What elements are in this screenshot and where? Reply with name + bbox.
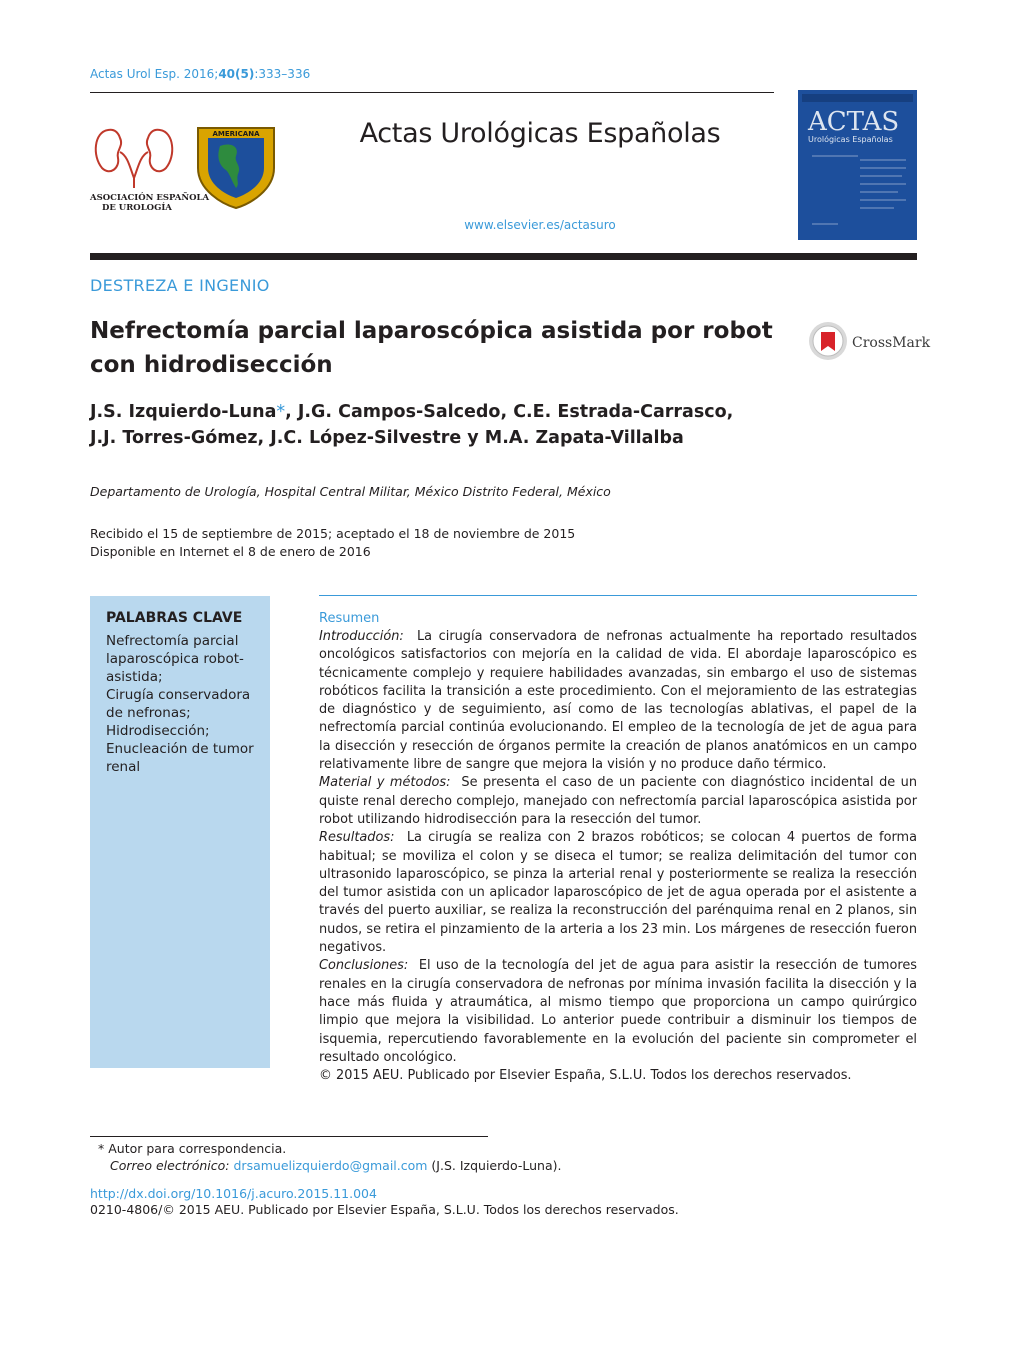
keyword: Enucleación de tumor renal bbox=[106, 741, 254, 775]
aeu-logo-text-2: DE UROLOGÍA bbox=[102, 203, 172, 213]
aeu-logo bbox=[90, 116, 210, 214]
author-first[interactable]: J.S. Izquierdo-Luna bbox=[90, 402, 277, 422]
cau-logo-text: AMERICANA bbox=[212, 130, 260, 138]
journal-cover-image bbox=[798, 90, 917, 240]
affiliation: Departamento de Urología, Hospital Central Militar, México Distrito Federal, México bbox=[90, 484, 611, 499]
abstract-rule bbox=[319, 595, 917, 596]
cover-title: ACTAS bbox=[808, 107, 900, 137]
cover-subtitle: Urológicas Españolas bbox=[808, 135, 893, 144]
received-date: Recibido el 15 de septiembre de 2015; aceptado el 18 de noviembre de 2015 bbox=[90, 526, 576, 541]
kidney-icon bbox=[96, 130, 173, 188]
journal-title: Actas Urológicas Españolas bbox=[359, 118, 721, 149]
keyword: Hidrodisección; bbox=[106, 723, 210, 739]
aeu-logo-text-1: ASOCIACIÓN ESPAÑOLA bbox=[90, 193, 210, 203]
abstract-copyright: © 2015 AEU. Publicado por Elsevier España, S.L.U. Todos los derechos reservados. bbox=[319, 1068, 852, 1084]
available-date: Disponible en Internet el 8 de enero de 2016 bbox=[90, 544, 371, 559]
abstract-body bbox=[319, 628, 917, 1085]
journal-citation: Actas Urol Esp. 2016;40(5):333–336 bbox=[90, 67, 311, 81]
keyword: Nefrectomía parcial laparoscópica robot-asistida; bbox=[106, 633, 244, 685]
abstract-results: Resultados: La cirugía se realiza con 2 brazos robóticos; se colocan 4 puertos de forma habitual; se moviliza el colon y se diseca el tumor; se realiza delimitación del tumor con ultrasonido laparoscópico, se pinza la arterial renal y posteriormente se realiza la resección del tumor asistida con un aplicador laparoscópico de jet de agua operada por el asistente a través del puerto auxiliar, se realiza la reconstrucción del parénquima renal en 2 planos, sin nudos, se retira el pinzamiento de la arteria a los 23 min. Los márgenes de resección fueron negativos. bbox=[319, 830, 917, 956]
doi-link[interactable]: http://dx.doi.org/10.1016/j.acuro.2015.11.004 bbox=[90, 1186, 377, 1201]
crossmark-badge[interactable] bbox=[808, 320, 931, 362]
author-list: J.S. Izquierdo-Luna*, J.G. Campos-Salcedo, C.E. Estrada-Carrasco, J.J. Torres-Gómez, J.C. López-Silvestre y M.A. Zapata-Villalba bbox=[90, 402, 734, 448]
corresponding-author-marker[interactable]: * bbox=[276, 402, 286, 422]
footnote-rule bbox=[90, 1136, 488, 1137]
corresponding-author-note: * Autor para correspondencia. bbox=[98, 1141, 287, 1156]
email-note: Correo electrónico: drsamuelizquierdo@gmail.com (J.S. Izquierdo-Luna). bbox=[110, 1158, 562, 1173]
crossmark-icon bbox=[809, 322, 847, 360]
abstract-conclusions: Conclusiones: El uso de la tecnología del jet de agua para asistir la resección de tumores renales en la cirugía conservadora de nefronas por mínima invasión facilita la disección y la hace más fluida y atraumática, al mismo tiempo que proporciona un campo quirúrgico limpio que mejora la visibilidad. Lo anterior puede contribuir a disminuir los tiempos de isquemia, repercutiendo favorablemente en la evolución del paciente sin comprometer el resultado oncológico. bbox=[319, 958, 917, 1065]
abstract-methods: Material y métodos: Se presenta el caso de un paciente con diagnóstico incidental de un quiste renal derecho complejo, manejado con nefrectomía parcial laparoscópica asistida por robot utilizando hidrodisección para la resección del tumor. bbox=[319, 775, 917, 827]
keyword: Cirugía conservadora de nefronas; bbox=[106, 687, 251, 721]
email-link[interactable]: drsamuelizquierdo@gmail.com bbox=[233, 1158, 428, 1173]
crossmark-label: CrossMark bbox=[852, 335, 931, 351]
header-rule bbox=[90, 92, 774, 93]
journal-url-link[interactable]: www.elsevier.es/actasuro bbox=[464, 218, 616, 232]
header-thick-rule bbox=[90, 253, 917, 260]
abstract-heading: Resumen bbox=[319, 611, 380, 626]
issn-copyright: 0210-4806/© 2015 AEU. Publicado por Elsevier España, S.L.U. Todos los derechos reservados. bbox=[90, 1202, 679, 1217]
cau-logo bbox=[190, 118, 282, 210]
keywords-heading: PALABRAS CLAVE bbox=[106, 610, 243, 626]
article-title: Nefrectomía parcial laparoscópica asistida por robot con hidrodisección bbox=[90, 318, 773, 378]
abstract-introduction: Introducción: La cirugía conservadora de nefronas actualmente ha reportado resultados oncológicos satisfactorios con mejoría en la calidad de vida. El abordaje laparoscópico es técnicamente complejo y requiere habilidades avanzadas, sin embargo el uso de sistemas robóticos facilita la transición a este procedimiento. Con el mejoramiento de las estrategias de diagnóstico y de seguimiento, así como de las tecnologías ablativas, el papel de la nefrectomía parcial continúa evolucionando. El empleo de la tecnología de jet de agua para la disección y resección de órganos permite la creación de planos anatómicos en un campo relativamente libre de sangre que mejora la visión y no produce daño térmico. bbox=[319, 629, 917, 773]
section-label: DESTREZA E INGENIO bbox=[90, 276, 270, 295]
keywords-list bbox=[106, 632, 266, 776]
article-dates bbox=[90, 525, 575, 561]
